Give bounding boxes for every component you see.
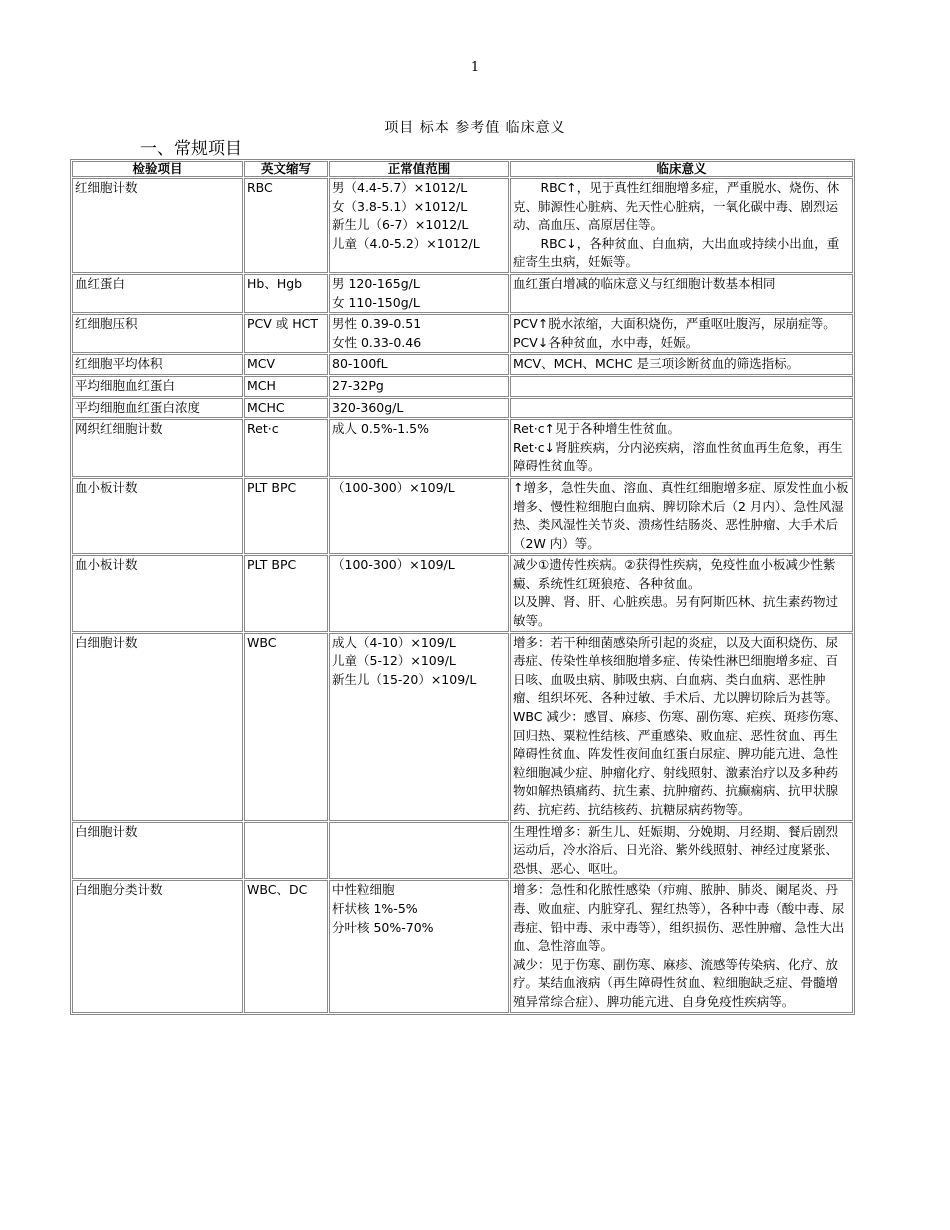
normal-range-cell [329, 822, 509, 880]
abbreviation-cell [244, 822, 328, 880]
test-name-cell: 红细胞压积 [72, 314, 243, 353]
normal-range-cell [329, 376, 509, 397]
range-line: 27-32Pg [332, 377, 384, 393]
clinical-meaning-cell [510, 178, 853, 273]
range-line: 中性粒细胞 [332, 882, 395, 898]
table-row [72, 354, 853, 375]
clinical-meaning-cell [510, 633, 853, 821]
meaning-paragraph: 生理性增多：新生儿、妊娠期、分娩期、月经期、餐后剧烈运动后，冷水浴后、日光浴、紫外线照射、神经过度紧张、恐惧、恶心、呕吐。 [513, 823, 839, 876]
range-line: 女性 0.33-0.46 [332, 334, 422, 350]
range-line: 杆状核 1%-5% [332, 900, 418, 916]
normal-range-cell [329, 178, 509, 273]
document-header: 项目 标本 参考值 临床意义 [384, 120, 566, 136]
test-name-cell: 白细胞计数 [72, 633, 243, 821]
abbreviation-cell: MCHC [244, 398, 328, 419]
abbreviation-cell: PLT BPC [244, 555, 328, 631]
test-name-cell: 红细胞计数 [72, 178, 243, 273]
clinical-meaning-cell [510, 274, 853, 313]
meaning-paragraph: ↑增多，急性失血、溶血、真性红细胞增多症、原发性血小板增多、慢性粒细胞白血病、脾切除术后（2 月内）、急性风湿热、类风湿性关节炎、溃疡性结肠炎、恶性肿瘤、大手术后（2W 内）等。 [513, 479, 849, 551]
table-header-row [72, 161, 853, 177]
range-line: 成人 0.5%-1.5% [332, 421, 429, 437]
column-header: 检验项目 [72, 161, 243, 177]
test-name-cell: 血小板计数 [72, 555, 243, 631]
normal-range-cell [329, 274, 509, 313]
range-line: （100-300）×109/L [332, 557, 455, 573]
normal-range-cell [329, 398, 509, 419]
normal-range-cell [329, 633, 509, 821]
abbreviation-cell: PCV 或 HCT [244, 314, 328, 353]
abbreviation-cell: Hb、Hgb [244, 274, 328, 313]
meaning-paragraph: 血红蛋白增减的临床意义与红细胞计数基本相同 [513, 275, 776, 291]
table-row [72, 478, 853, 554]
page-number: 1 [470, 60, 480, 75]
meaning-paragraph: 减少①遗传性疾病。②获得性疾病，免疫性血小板减少性紫癜、系统性红斑狼疮、各种贫血。 [513, 557, 836, 591]
range-line: 男 120-165g/L [332, 275, 420, 291]
clinical-meaning-cell [510, 398, 853, 419]
clinical-meaning-cell [510, 419, 853, 477]
table-body [72, 178, 853, 1013]
table-row [72, 880, 853, 1012]
normal-range-cell [329, 555, 509, 631]
clinical-meaning-cell [510, 376, 853, 397]
range-line: 新生儿（6-7）×1012/L [332, 217, 469, 233]
normal-range-cell [329, 880, 509, 1012]
range-line: 儿童（4.0-5.2）×1012/L [332, 235, 480, 251]
meaning-paragraph: 增多：急性和化脓性感染（疖痈、脓肿、肺炎、阑尾炎、丹毒、败血症、内脏穿孔、猩红热等），各种中毒（酸中毒、尿毒症、铅中毒、汞中毒等），组织损伤、恶性肿瘤、急性大出血、急性溶血等。 [513, 882, 845, 954]
table-row [72, 376, 853, 397]
meaning-paragraph: PCV↓各种贫血，水中毒，妊娠。 [513, 334, 699, 350]
test-name-cell: 红细胞平均体积 [72, 354, 243, 375]
meaning-paragraph: Ret·c↓肾脏疾病，分内泌疾病，溶血性贫血再生危象，再生障碍性贫血等。 [513, 439, 843, 474]
table-row [72, 398, 853, 419]
range-line: （100-300）×109/L [332, 479, 455, 495]
clinical-meaning-cell [510, 880, 853, 1012]
clinical-meaning-cell [510, 354, 853, 375]
abbreviation-cell: PLT BPC [244, 478, 328, 554]
test-name-cell: 白细胞计数 [72, 822, 243, 880]
meaning-paragraph: 减少：见于伤寒、副伤寒、麻疹、流感等传染病、化疗、放疗。某结血液病（再生障碍性贫血、粒细胞缺乏症、骨髓增殖异常综合症）、脾功能亢进、自身免疫性疾病等。 [513, 956, 839, 1009]
table-row [72, 822, 853, 880]
meaning-paragraph: PCV↑脱水浓缩，大面积烧伤，严重呕吐腹泻，尿崩症等。 [513, 316, 836, 332]
meaning-paragraph: WBC 减少：感冒、麻疹、伤寒、副伤寒、疟疾、斑疹伤寒、回归热、粟粒性结核、严重感染、败血症、恶性贫血、再生障碍性贫血、阵发性夜间血红蛋白尿症、脾功能亢进、急性粒细胞减少症、肿瘤化疗、射线照射、激素治疗以及多种药物如解热镇痛药、抗生素、抗肿瘤药、抗癫痫病、抗甲状腺药、抗疟药、抗结核药、抗糖尿病药物等。 [513, 709, 847, 817]
abbreviation-cell: WBC、DC [244, 880, 328, 1012]
meaning-paragraph: 以及脾、肾、肝、心脏疾患。另有阿斯匹林、抗生素药物过敏等。 [513, 594, 839, 629]
table-row [72, 555, 853, 631]
column-header: 临床意义 [510, 161, 853, 177]
range-line: 分叶核 50%-70% [332, 919, 434, 935]
abbreviation-cell: Ret·c [244, 419, 328, 477]
clinical-meaning-cell [510, 822, 853, 880]
normal-range-cell [329, 314, 509, 353]
table-row [72, 314, 853, 353]
clinical-meaning-cell [510, 314, 853, 353]
table-row [72, 274, 853, 313]
test-name-cell: 平均细胞血红蛋白浓度 [72, 398, 243, 419]
test-name-cell: 血小板计数 [72, 478, 243, 554]
column-header: 正常值范围 [329, 161, 509, 177]
normal-range-cell [329, 354, 509, 375]
normal-range-cell [329, 478, 509, 554]
range-line: 80-100fL [332, 356, 388, 372]
abbreviation-cell: RBC [244, 178, 328, 273]
test-name-cell: 平均细胞血红蛋白 [72, 376, 243, 397]
test-name-cell: 白细胞分类计数 [72, 880, 243, 1012]
range-line: 男性 0.39-0.51 [332, 316, 422, 332]
meaning-paragraph: MCV、MCH、MCHC 是三项诊断贫血的筛选指标。 [513, 356, 800, 372]
meaning-paragraph: 增多：若干种细菌感染所引起的炎症，以及大面积烧伤、尿毒症、传染性单核细胞增多症、传染性淋巴细胞增多症、百日咳、血吸虫病、肺吸虫病、白血病、类白血病、恶性肿瘤、组织坏死、各种过敏、手术后、尤以脾切除后为甚等。 [513, 634, 839, 706]
column-header: 英文缩写 [244, 161, 328, 177]
range-line: 女 110-150g/L [332, 294, 420, 310]
meaning-paragraph: RBC↑，见于真性红细胞增多症，严重脱水、烧伤、休克、肺源性心脏病、先天性心脏病，一氧化碳中毒、剧烈运动、高血压、高原居住等。 [513, 180, 840, 233]
range-line: 新生儿（15-20）×109/L [332, 671, 477, 687]
meaning-paragraph: Ret·c↑见于各种增生性贫血。 [513, 421, 681, 437]
abbreviation-cell: MCV [244, 354, 328, 375]
section-title: 一、常规项目 [140, 139, 242, 159]
range-line: 320-360g/L [332, 399, 404, 415]
range-line: 男（4.4-5.7）×1012/L [332, 180, 468, 195]
clinical-meaning-cell [510, 555, 853, 631]
lab-reference-table [70, 159, 855, 1015]
table-row [72, 633, 853, 821]
range-line: 女（3.8-5.1）×1012/L [332, 198, 468, 214]
meaning-paragraph: RBC↓，各种贫血、白血病，大出血或持续小出血，重症寄生虫病，妊娠等。 [513, 235, 840, 270]
test-name-cell: 血红蛋白 [72, 274, 243, 313]
test-name-cell: 网织红细胞计数 [72, 419, 243, 477]
normal-range-cell [329, 419, 509, 477]
table-row [72, 419, 853, 477]
abbreviation-cell: WBC [244, 633, 328, 821]
table-row [72, 178, 853, 273]
clinical-meaning-cell [510, 478, 853, 554]
range-line: 儿童（5-12）×109/L [332, 653, 456, 669]
range-line: 成人（4-10）×109/L [332, 634, 456, 650]
abbreviation-cell: MCH [244, 376, 328, 397]
